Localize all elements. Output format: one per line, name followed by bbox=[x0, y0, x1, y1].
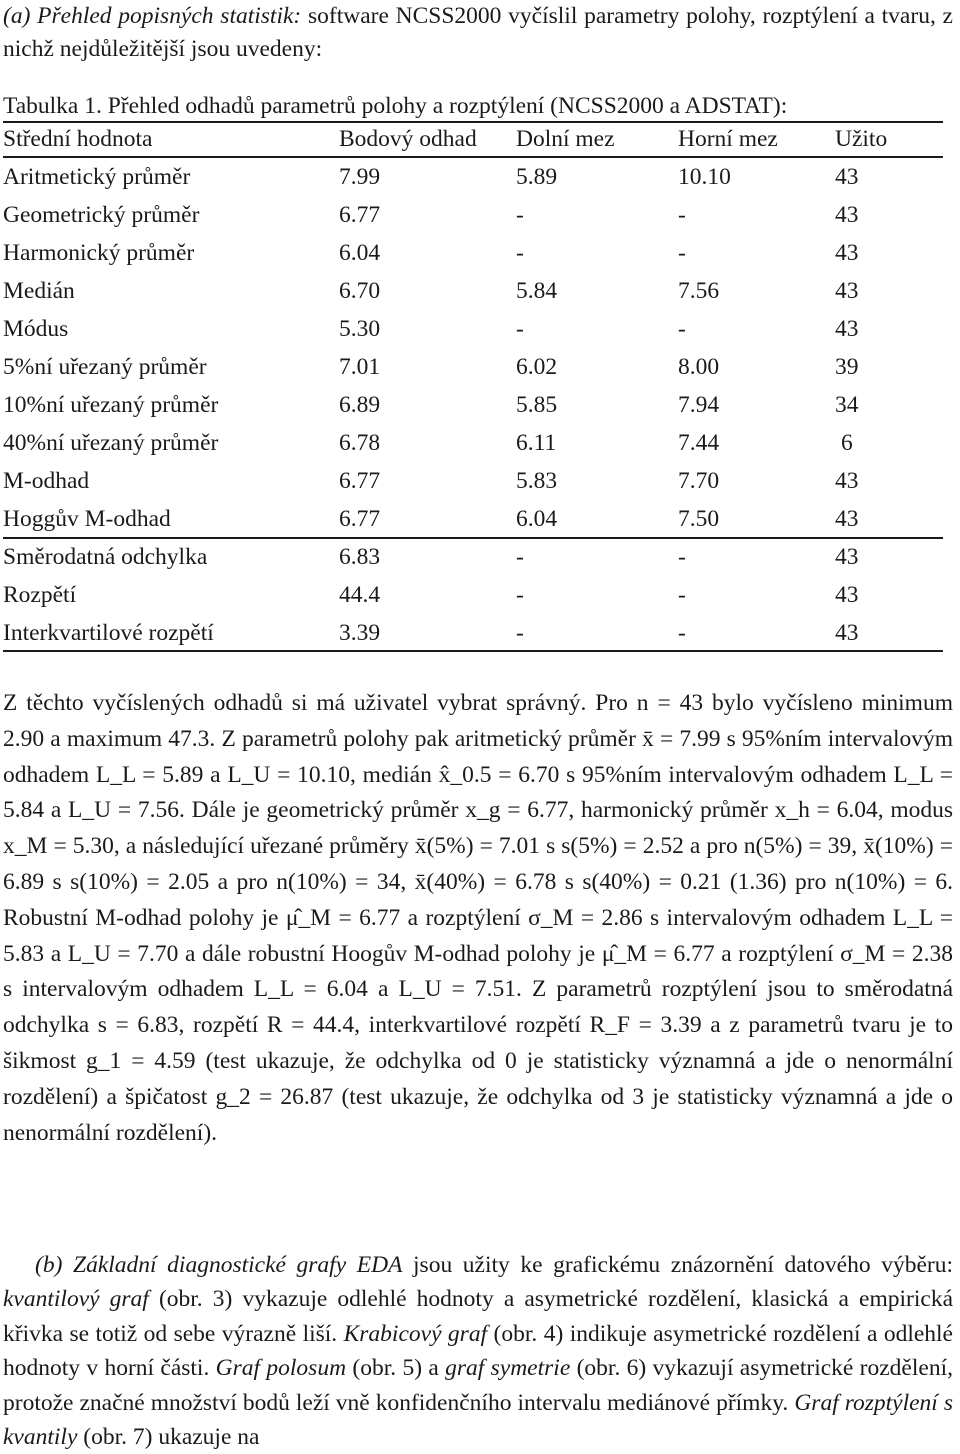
text-run: (obr. 4) indikuje asymetrické rozdělení a odlehlé hodnoty v horní části. bbox=[3, 1320, 953, 1382]
table-cell: 6.77 bbox=[339, 506, 381, 532]
table-cell: 6.11 bbox=[516, 430, 557, 456]
table-cell: 6.02 bbox=[516, 354, 558, 380]
table-cell: 10%ní uřezaný průměr bbox=[3, 392, 219, 418]
text-run: jsou užity ke grafickému znázornění datového výběru: bbox=[402, 1252, 953, 1278]
table-row bbox=[3, 576, 949, 614]
table-cell: 43 bbox=[835, 278, 859, 304]
table-cell: 6.70 bbox=[339, 278, 381, 304]
table-cell: 6.83 bbox=[339, 544, 381, 570]
table-cell: 6 bbox=[841, 430, 853, 456]
table-cell: 7.99 bbox=[339, 164, 381, 190]
table-cell: 43 bbox=[835, 620, 859, 646]
table-cell: Medián bbox=[3, 278, 75, 304]
table-cell: Hoggův M-odhad bbox=[3, 506, 171, 532]
table-cell: - bbox=[678, 240, 686, 266]
table-cell: - bbox=[678, 544, 686, 570]
part-b-paragraph bbox=[3, 1248, 953, 1454]
table-row bbox=[3, 272, 949, 310]
table-cell: M-odhad bbox=[3, 468, 90, 494]
table-cell: Harmonický průměr bbox=[3, 240, 195, 266]
table-cell: 6.77 bbox=[339, 468, 381, 494]
table-row bbox=[3, 538, 949, 576]
text-run: (obr. 3) vykazuje odlehlé hodnoty a asymetrické rozdělení, klasická a empirická křivka se totiž od sebe výrazně liší. bbox=[3, 1286, 953, 1347]
table-cell: 5.89 bbox=[516, 164, 558, 190]
table-cell: 43 bbox=[835, 544, 859, 570]
italic-term: (b) Základní diagnostické grafy EDA bbox=[35, 1252, 403, 1278]
table-cell: 40%ní uřezaný průměr bbox=[3, 430, 219, 456]
text-run: (obr. 6) vykazují asymetrické rozdělení, protože značné množství bodů leží vně konfidenčního intervalu mediánové přímky. bbox=[3, 1355, 953, 1416]
table-cell: 43 bbox=[835, 316, 859, 342]
table-cell: 6.77 bbox=[339, 202, 381, 228]
column-header: Užito bbox=[835, 126, 888, 152]
table-cell: 5%ní uřezaný průměr bbox=[3, 354, 207, 380]
table-cell: - bbox=[516, 202, 524, 228]
column-header: Bodový odhad bbox=[339, 126, 477, 152]
table-row bbox=[3, 310, 949, 348]
table-cell: Módus bbox=[3, 316, 69, 342]
table-header-row bbox=[3, 120, 949, 158]
table-cell: 7.01 bbox=[339, 354, 381, 380]
italic-term: kvantilový graf bbox=[3, 1286, 149, 1313]
table-cell: - bbox=[678, 202, 686, 228]
table-cell: - bbox=[516, 240, 524, 266]
table-row bbox=[3, 386, 949, 424]
table-cell: 43 bbox=[835, 468, 859, 494]
table-cell: 7.50 bbox=[678, 506, 720, 532]
table-cell: - bbox=[516, 544, 524, 570]
table-cell: 5.84 bbox=[516, 278, 558, 304]
table-cell: 7.70 bbox=[678, 468, 720, 494]
table-row bbox=[3, 158, 949, 196]
table-cell: Rozpětí bbox=[3, 582, 77, 608]
table-cell: 43 bbox=[835, 202, 859, 228]
table-cell: 10.10 bbox=[678, 164, 731, 190]
table-row bbox=[3, 500, 949, 538]
table-cell: 39 bbox=[835, 354, 859, 380]
italic-term: graf symetrie bbox=[445, 1355, 571, 1382]
table-cell: 6.04 bbox=[339, 240, 381, 266]
intro-text: software NCSS2000 vyčíslil parametry polohy, rozptýlení a tvaru, z nichž nejdůležitější jsou uvedeny: bbox=[3, 3, 953, 62]
table-cell: - bbox=[516, 316, 524, 342]
table-cell: 6.04 bbox=[516, 506, 558, 532]
column-header: Horní mez bbox=[678, 126, 778, 152]
summary-paragraph: Z těchto vyčíslených odhadů si má uživatel vybrat správný. Pro n = 43 bylo vyčísleno minimum 2.90 a maximum 47.3. Z parametrů polohy pak aritmetický průměr x̄ = 7.99 s 95%ním intervalovým odhadem L_L = 5.89 a L_U = 10.10, medián x̂_0.5 = 6.70 s 95%ním intervalovým odhadem L_L = 5.84 a L_U = 7.56. Dále je geometrický průměr x_g = 6.77, harmonický průměr x_h = 6.04, modus x_M = 5.30, a následující uřezané průměry x̄(5%) = 7.01 s s(5%) = 2.52 a pro n(5%) = 39, x̄(10%) = 6.89 s s(10%) = 2.05 a pro n(10%) = 34, x̄(40%) = 6.78 s s(40%) = 0.21 (1.36) pro n(10%) = 6. Robustní M-odhad polohy je μ̂_M = 6.77 a rozptýlení σ_M = 2.86 s intervalovým odhadem L_L = 5.83 a L_U = 7.70 a dále robustní Hoogův M-odhad polohy je μ̂_M = 6.77 a rozptýlení σ_M = 2.38 s intervalovým odhadem L_L = 6.04 a L_U = 7.51. Z parametrů rozptýlení jsou to směrodatná odchylka s = 6.83, rozpětí R = 44.4, interkvartilové rozpětí R_F = 3.39 a z parametrů tvaru je to šikmost g_1 = 4.59 (test ukazuje, že odchylka od 0 je statisticky významná a jde o nenormální rozdělení) a špičatost g_2 = 26.87 (test ukazuje, že odchylka od 3 je statisticky významná a jde o nenormální rozdělení). bbox=[3, 690, 953, 1146]
table-cell: 5.30 bbox=[339, 316, 381, 342]
intro-paragraph bbox=[3, 0, 953, 66]
table-cell: 43 bbox=[835, 164, 859, 190]
table-cell: 7.44 bbox=[678, 430, 720, 456]
table-row bbox=[3, 614, 949, 652]
table-cell: 6.78 bbox=[339, 430, 381, 456]
table-cell: 43 bbox=[835, 582, 859, 608]
table-row bbox=[3, 348, 949, 386]
table-caption: Tabulka 1. Přehled odhadů parametrů polohy a rozptýlení (NCSS2000 a ADSTAT): bbox=[3, 93, 788, 119]
table-cell: - bbox=[516, 582, 524, 608]
table-cell: 8.00 bbox=[678, 354, 720, 380]
table-cell: 6.89 bbox=[339, 392, 381, 418]
intro-heading: (a) Přehled popisných statistik: bbox=[3, 3, 302, 29]
table-cell: 43 bbox=[835, 240, 859, 266]
text-run: (obr. 7) ukazuje na bbox=[77, 1424, 260, 1451]
table-row bbox=[3, 196, 949, 234]
italic-term: Krabicový graf bbox=[343, 1320, 488, 1347]
text-run: (obr. 5) a bbox=[346, 1355, 446, 1382]
table-cell: Aritmetický průměr bbox=[3, 164, 191, 190]
table-cell: Směrodatná odchylka bbox=[3, 544, 208, 570]
table-cell: 7.94 bbox=[678, 392, 720, 418]
table-cell: 5.85 bbox=[516, 392, 558, 418]
table-cell: - bbox=[678, 620, 686, 646]
table-cell: 3.39 bbox=[339, 620, 381, 646]
table-cell: 5.83 bbox=[516, 468, 558, 494]
table-cell: Geometrický průměr bbox=[3, 202, 200, 228]
table-row bbox=[3, 234, 949, 272]
table-cell: 34 bbox=[835, 392, 859, 418]
table-cell: Interkvartilové rozpětí bbox=[3, 620, 214, 646]
table-cell: - bbox=[678, 582, 686, 608]
table-cell: - bbox=[516, 620, 524, 646]
italic-term: Graf rozptýlení s kvantily bbox=[3, 1389, 953, 1451]
table-cell: 43 bbox=[835, 506, 859, 532]
table-cell: 7.56 bbox=[678, 278, 720, 304]
statistics-table bbox=[3, 120, 949, 652]
column-header: Střední hodnota bbox=[3, 126, 153, 152]
table-cell: 44.4 bbox=[339, 582, 381, 608]
table-row bbox=[3, 424, 949, 462]
table-cell: - bbox=[678, 316, 686, 342]
table-body bbox=[3, 158, 949, 652]
italic-term: Graf polosum bbox=[215, 1355, 347, 1382]
column-header: Dolní mez bbox=[516, 126, 615, 152]
table-row bbox=[3, 462, 949, 500]
